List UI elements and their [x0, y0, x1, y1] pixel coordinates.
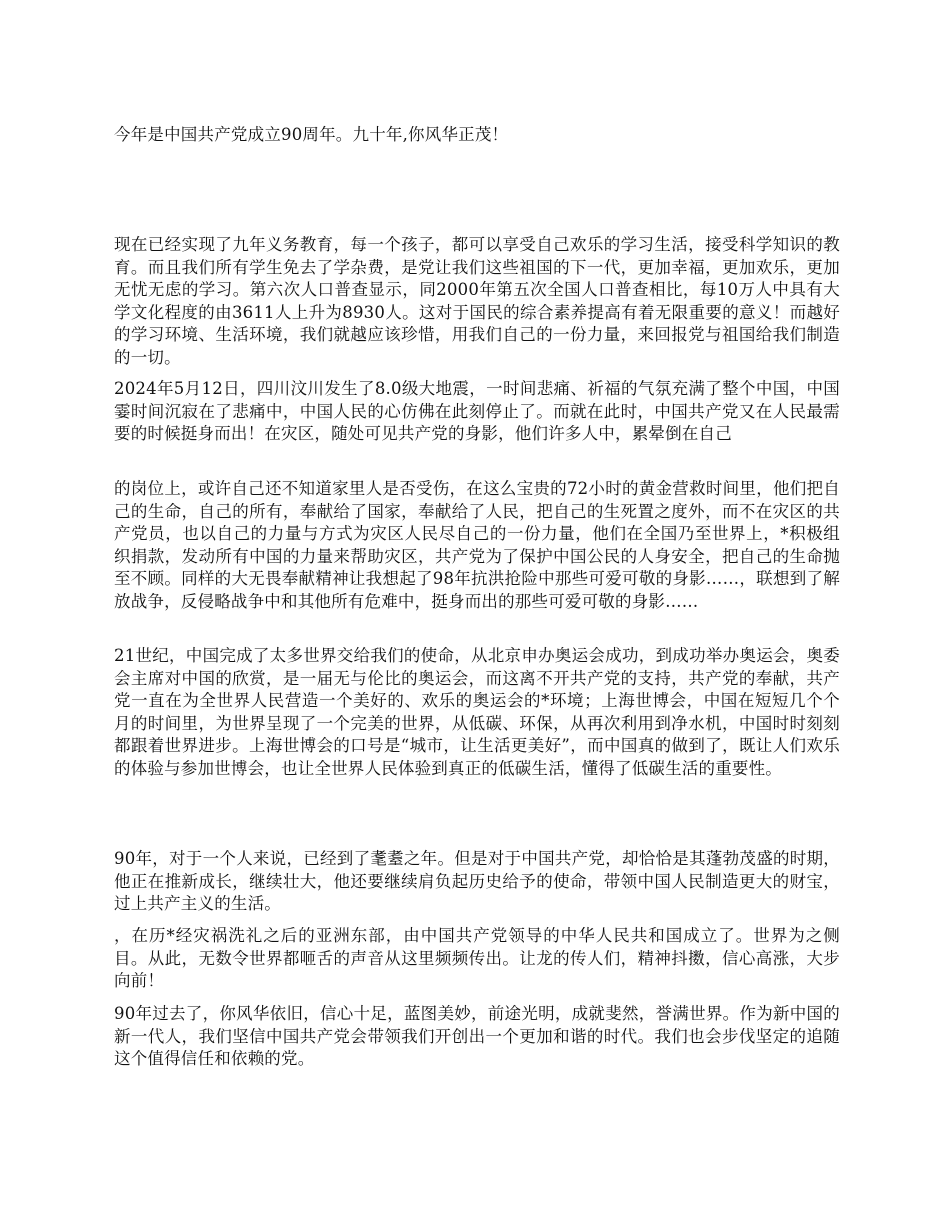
intro-paragraph: 今年是中国共产党成立90周年。九十年,你风华正茂！ — [114, 125, 509, 144]
paragraph-founding: ，在历*经灾祸洗礼之后的亚洲东部，由中国共产党领导的中华人民共和国成立了。世界为之侧目。从此，无数令世界都咂舌的声音从这里频频传出。让龙的传人们，精神抖擞，信心高涨，大步向前！ — [114, 926, 840, 991]
paragraph-rescue: 的岗位上，或许自己还不知道家里人是否受伤，在这么宝贵的72小时的黄金营救时间里，他们把自己的生命，自己的所有，奉献给了国家，奉献给了人民，把自己的生死置之度外，而不在灾区的共产党员，也以自己的力量与方式为灾区人民尽自己的一份力量，他们在全国乃至世界上，*积极组织捐款，发动所有中国的力量来帮助灾区，共产党为了保护中国公民的人身安全，把自己的生命抛至不顾。同样的大无畏奉献精神让我想起了98年抗洪抢险中那些可爱可敬的身影……，联想到了解放战争，反侵略战争中和其他所有危难中，挺身而出的那些可爱可敬的身影…… — [114, 479, 840, 611]
paragraph-earthquake: 2024年5月12日，四川汶川发生了8.0级大地震，一时间悲痛、祈福的气氛充满了整个中国，中国霎时间沉寂在了悲痛中，中国人民的心仿佛在此刻停止了。而就在此时，中国共产党又在人民最需要的时候挺身而出！在灾区，随处可见共产党的身影，他们许多人中，累晕倒在自己 — [114, 379, 840, 444]
paragraph-olympics-expo: 21世纪，中国完成了太多世界交给我们的使命，从北京申办奥运会成功，到成功举办奥运会，奥委会主席对中国的欣赏，是一届无与伦比的奥运会，而这离不开共产党的支持，共产党的奉献，共产党一直在为全世界人民营造一个美好的、欢乐的奥运会的*环境；上海世博会，中国在短短几个个月的时间里，为世界呈现了一个完美的世界，从低碳、环保，从再次利用到净水机，中国时时刻刻都跟着世界进步。上海世博会的口号是“城市，让生活更美好”，而中国真的做到了，既让人们欢乐的体验与参加世博会，也让全世界人民体验到真正的低碳生活，懂得了低碳生活的重要性。 — [114, 646, 840, 778]
paragraph-education: 现在已经实现了九年义务教育，每一个孩子，都可以享受自己欢乐的学习生活，接受科学知识的教育。而且我们所有学生免去了学杂费，是党让我们这些祖国的下一代，更加幸福，更加欢乐，更加无忧无虑的学习。第六次人口普查显示，同2000年第五次全国人口普查相比，每10万人中具有大学文化程度的由3611人上升为8930人。这对于国民的综合素养提高有着无限重要的意义！而越好的学习环境、生活环境，我们就越应该珍惜，用我们自己的一份力量，来回报党与祖国给我们制造的一切。 — [114, 235, 840, 367]
paragraph-conclusion: 90年过去了，你风华依旧，信心十足，蓝图美妙，前途光明，成就斐然，誉满世界。作为新中国的新一代人，我们坚信中国共产党会带领我们开创出一个更加和谐的时代。我们也会步伐坚定的追随这个值得信任和依赖的党。 — [114, 1004, 840, 1069]
paragraph-ninety-years: 90年，对于一个人来说，已经到了耄耋之年。但是对于中国共产党，却恰恰是其蓬勃茂盛的时期，他正在推新成长，继续壮大，他还要继续肩负起历史给予的使命，带领中国人民制造更大的财宝，过上共产主义的生活。 — [114, 849, 840, 914]
